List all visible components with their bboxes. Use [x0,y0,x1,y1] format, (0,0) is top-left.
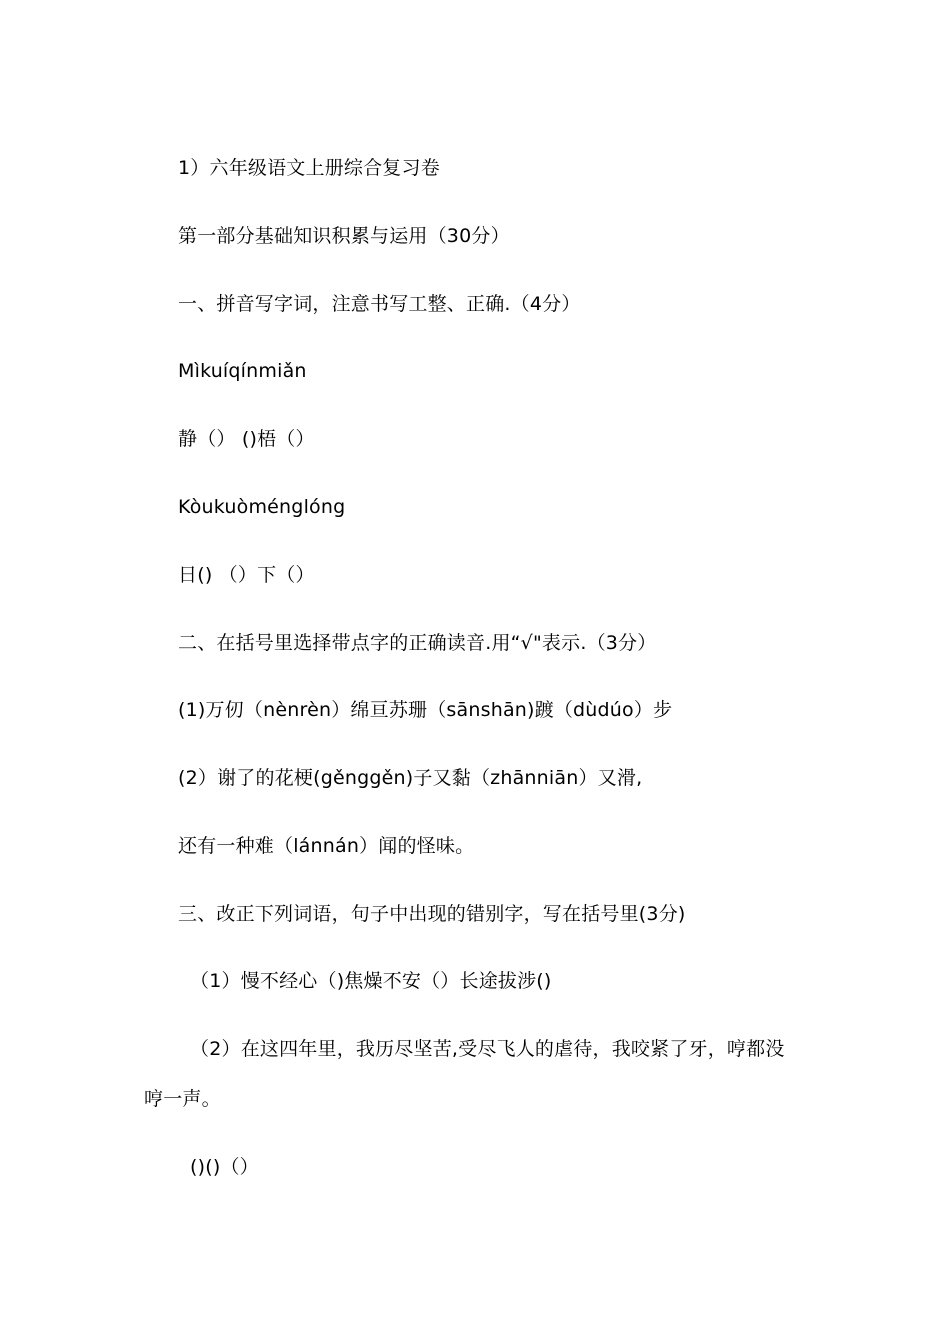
q3-blanks: ()()（） [190,1156,259,1178]
q3-item-2-continued: 哼一声。 [144,1088,221,1110]
q1-blanks-a: 静（） ()梧（） [178,428,315,450]
q1-blanks-b: 日() （）下（） [178,564,315,586]
q3-item-2: （2）在这四年里，我历尽坚苦,受尽飞人的虐待，我咬紧了牙，哼都没 [190,1038,785,1060]
part1-heading: 第一部分基础知识积累与运用（30分） [178,225,510,247]
q1-heading: 一、拼音写字词，注意书写工整、正确.（4分） [178,293,581,315]
q1-pinyin-a: Mìkuíqínmiǎn [178,360,307,382]
q1-pinyin-b: Kòukuòménglóng [178,496,346,518]
q3-item-1: （1）慢不经心（)焦燥不安（）长途拔涉() [190,970,552,992]
document-title: 1）六年级语文上册综合复习卷 [178,157,440,179]
q2-heading: 二、在括号里选择带点字的正确读音.用“√"表示.（3分） [178,632,657,654]
q2-item-2-continued: 还有一种难（lánnán）闻的怪味。 [178,835,475,857]
q2-item-2: (2）谢了的花梗(gěnggěn)子又黏（zhānniān）又滑, [178,767,643,789]
q3-heading: 三、改正下列词语，句子中出现的错别字，写在括号里(3分) [178,903,686,925]
q2-item-1: (1)万仞（nènrèn）绵亘苏珊（sānshān)踱（dùdúo）步 [178,699,673,721]
